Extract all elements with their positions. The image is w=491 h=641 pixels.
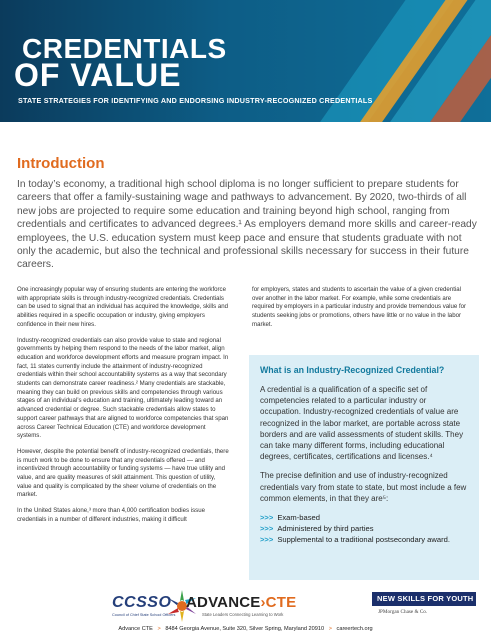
footer-separator: > (157, 626, 161, 632)
callout-list (260, 512, 468, 545)
chevron-right-icon: >>> (260, 535, 274, 545)
list-item: >>> Exam-based (260, 513, 320, 523)
list-item: >>> Administered by third parties (260, 524, 374, 534)
document-subtitle: STATE STRATEGIES FOR IDENTIFYING AND ENDORSING INDUSTRY-RECOGNIZED CREDENTIALS (18, 96, 373, 105)
callout-heading: What is an Industry-Recognized Credential? (260, 365, 445, 375)
document-title-line2: OF VALUE (14, 57, 182, 93)
body-paragraph: In the United States alone,³ more than 4,000 certification bodies issue credentials in a number of different industries, making it difficult (17, 507, 206, 523)
footer-address: 8484 Georgia Avenue, Suite 320, Silver Spring, Maryland 20910 (165, 626, 325, 632)
callout-paragraph: A credential is a qualification of a specific set of competencies related to a particular industry or occupation. Industry-recognized credentials of value are recognized in the labor market, are portable across state borders and are valid assessments of student skills. They can take many different forms, including educational degrees, certificates, certifications and licenses.⁴ (260, 385, 464, 462)
intro-heading: Introduction (17, 155, 105, 172)
right-column (252, 286, 474, 330)
body-paragraph: One increasingly popular way of ensuring students are entering the workforce with appropriate skills is through industry-recognized credentials. Credentials can be used to signal that an individual has acquired the knowledge, skills and abilities required in a specific occupation or industry, giving employers confidence in their new hires. (17, 286, 229, 328)
new-skills-for-youth-logo: NEW SKILLS FOR YOUTH JPMorgan Chase & Co. (372, 592, 478, 622)
footer-contact (0, 626, 491, 632)
body-paragraph: for employers, states and students to ascertain the value of a given credential over another in the labor market. For example, while some credentials are required by employers in a particular industry and provide tremendous value for students seeking jobs or promotions, others have little or no value in the labor market. (252, 286, 467, 328)
list-item: >>> Supplemental to a traditional postsecondary award. (260, 535, 450, 545)
advance-cte-mark: › (260, 594, 266, 611)
chevron-right-icon: >>> (260, 513, 274, 523)
footer-org: Advance CTE (118, 626, 153, 632)
callout-paragraph: The precise definition and use of industry-recognized credentials vary from state to state, but most include a few common elements, in that they are⁵: (260, 471, 467, 503)
definition-callout (249, 355, 479, 580)
partner-logos (0, 588, 491, 624)
intro-paragraph: In today’s economy, a traditional high school diploma is no longer sufficient to prepare students for careers that offer a family-sustaining wage and pathways to advancement. By 2020, two-thirds of all new jobs are projected to require some education and training beyond high school, ranging from credentials and certificates to advanced degrees.¹ As employers demand more skills and career-ready employees, the U.S. education system must keep pace and ensure that students graduate with not only the academic, but also the technical and professional skills necessary for success in their future careers. (17, 179, 477, 271)
footer-website[interactable]: careertech.org (336, 626, 373, 632)
body-paragraph: Industry-recognized credentials can also provide value to state and regional governments by helping them respond to the needs of the labor market, align education and workforce development efforts and measure program impact. In fact, 11 states currently include the attainment of industry-recognized credentials within their school accountability systems as a way that secondary students can demonstrate career readiness.² Many credentials are stackable, meaning they can build on previous skills and competencies through various stages of an individual’s education and training, ultimately leading toward an advanced credential or degree. Such stackable credentials allow states to support career pathways that are aligned to workforce competencies that span across Career Technical Education (CTE) and workforce development systems. (17, 336, 229, 440)
left-column (17, 286, 231, 532)
document-title-line1: CREDENTIALS (22, 33, 227, 64)
ccsso-logo: CCSSO Council of Chief State School Officers (112, 588, 202, 624)
advance-cte-logo: ADVANCE›CTE State Leaders Connecting Learning to Work (186, 594, 297, 617)
chevron-right-icon: >>> (260, 524, 274, 534)
header-banner (0, 0, 491, 122)
body-paragraph: However, despite the potential benefit of industry-recognized credentials, there is much work to be done to ensure that any credentials offered — and incentivized through accountability or funding systems — have true utility and value, and are quality measures of skill attainment. This question of utility, value and quality is complicated by the sheer volume of credentials on the market. (17, 447, 229, 499)
footer-separator: > (328, 626, 332, 632)
